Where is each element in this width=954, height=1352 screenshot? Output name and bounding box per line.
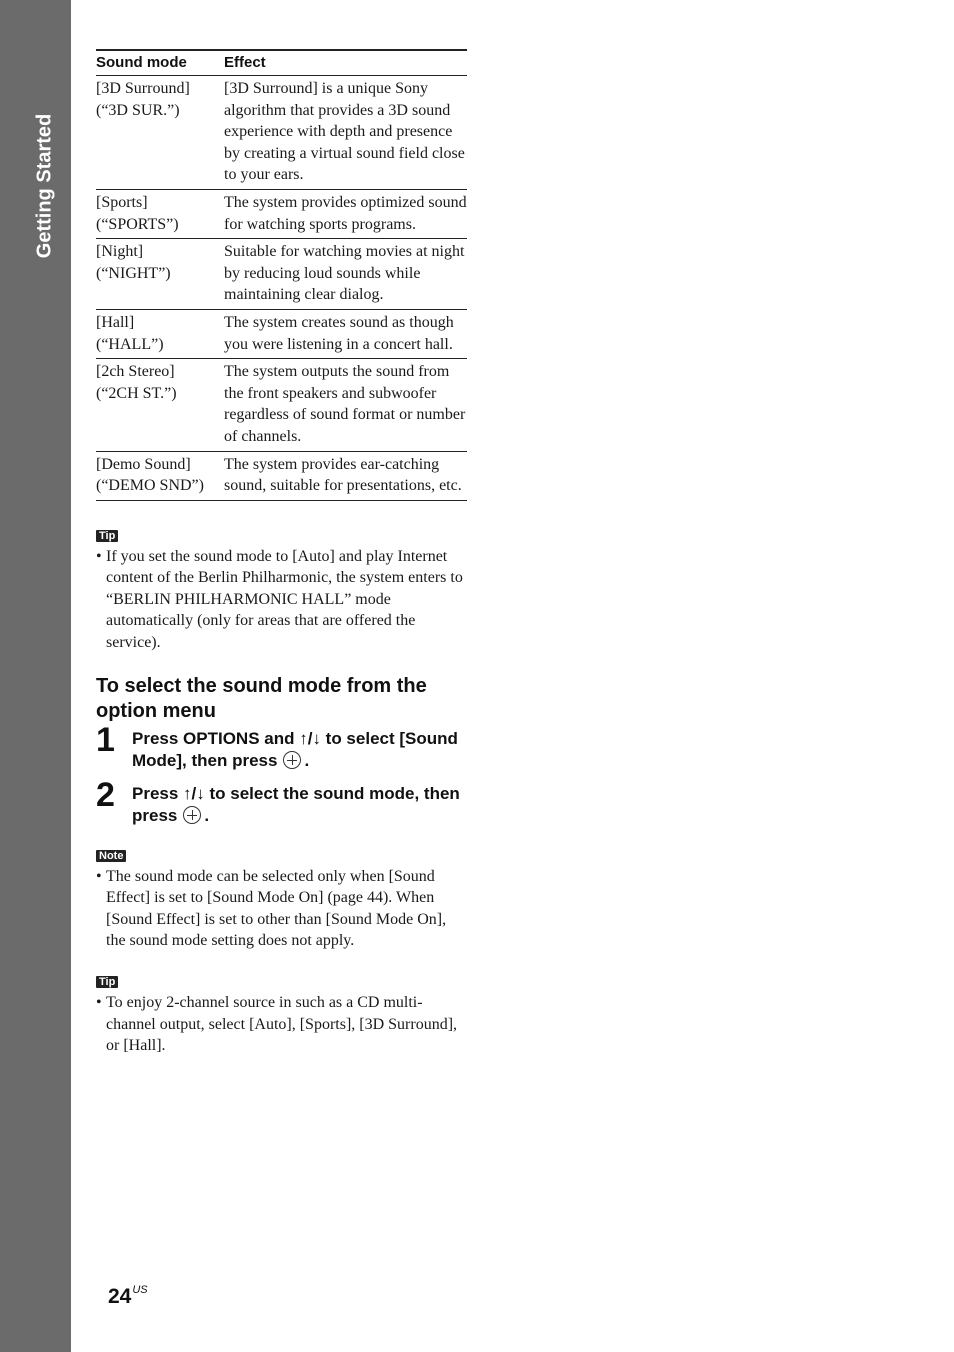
- mode-cell: [96, 189, 224, 238]
- tip-item: [96, 546, 467, 654]
- tip-item: [96, 992, 467, 1057]
- mode-name: [Sports]: [96, 193, 148, 211]
- step-period: .: [304, 751, 310, 771]
- step-number: 2: [96, 775, 115, 814]
- header-effect: Effect: [224, 50, 467, 76]
- table-row: [96, 451, 467, 500]
- mode-name: [Demo Sound]: [96, 455, 191, 473]
- step-text: [132, 783, 467, 828]
- mode-cell: [96, 239, 224, 310]
- side-tab: [0, 0, 71, 1352]
- mode-abbr: (“NIGHT”): [96, 264, 171, 282]
- mode-cell: [96, 76, 224, 190]
- note-block: [96, 846, 467, 952]
- effect-cell: [3D Surround] is a unique Sony algorithm that provides a 3D sound experience with depth and presence by creating a virtual sound field close to your ears.: [224, 76, 467, 190]
- header-sound-mode: Sound mode: [96, 50, 224, 76]
- tip-text: If you set the sound mode to [Auto] and play Internet content of the Berlin Philharmonic, the system enters to “BERLIN PHILHARMONIC HALL” mode automatically (only for areas that are offered the service).: [106, 547, 463, 652]
- note-text: The sound mode can be selected only when [Sound Effect] is set to [Sound Mode On] (page 44). When [Sound Effect] is set to other than [Sound Mode On], the sound mode setting does not apply.: [106, 867, 447, 950]
- page-content: [96, 49, 467, 1057]
- sound-mode-table: [96, 49, 467, 501]
- section-title: To select the sound mode from the option menu: [96, 674, 427, 722]
- mode-abbr: (“HALL”): [96, 335, 164, 353]
- enter-button-icon: [283, 751, 301, 769]
- step-1: [96, 720, 467, 773]
- table-row: [96, 359, 467, 451]
- side-tab-label: Getting Started: [33, 113, 56, 259]
- bullet-icon: •: [96, 867, 102, 885]
- effect-cell: The system outputs the sound from the front speakers and subwoofer regardless of sound format or number of channels.: [224, 359, 467, 451]
- tip-badge: Tip: [96, 530, 118, 542]
- tip-text: To enjoy 2-channel source in such as a CD multi-channel output, select [Auto], [Sports], [3D Surround], or [Hall].: [106, 994, 458, 1055]
- effect-cell: The system creates sound as though you were listening in a concert hall.: [224, 309, 467, 358]
- effect-cell: The system provides optimized sound for watching sports programs.: [224, 189, 467, 238]
- mode-name: [Hall]: [96, 313, 135, 331]
- mode-abbr: (“SPORTS”): [96, 215, 179, 233]
- mode-cell: [96, 359, 224, 451]
- mode-cell: [96, 309, 224, 358]
- tip-badge: Tip: [96, 976, 118, 988]
- step-instruction: Press ↑/↓ to select the sound mode, then press: [132, 783, 460, 826]
- step-2: [96, 775, 467, 828]
- mode-cell: [96, 451, 224, 500]
- table-row: [96, 76, 467, 190]
- mode-abbr: (“3D SUR.”): [96, 101, 180, 119]
- page-number-suffix: US: [132, 1284, 148, 1296]
- enter-button-icon: [183, 806, 201, 824]
- page-number: [108, 1284, 148, 1309]
- step-instruction: Press OPTIONS and ↑/↓ to select [Sound Mode], then press: [132, 728, 458, 771]
- bullet-icon: •: [96, 994, 102, 1012]
- table-row: [96, 239, 467, 310]
- mode-abbr: (“DEMO SND”): [96, 477, 204, 495]
- step-period: .: [204, 806, 210, 826]
- note-item: [96, 866, 467, 952]
- step-text: [132, 728, 467, 773]
- effect-cell: Suitable for watching movies at night by reducing loud sounds while maintaining clear dialog.: [224, 239, 467, 310]
- step-number: 1: [96, 720, 115, 759]
- bullet-icon: •: [96, 547, 102, 565]
- mode-name: [2ch Stereo]: [96, 363, 175, 381]
- table-header-row: [96, 50, 467, 76]
- tip-block: [96, 972, 467, 1057]
- tip-block: [96, 526, 467, 654]
- mode-name: [3D Surround]: [96, 80, 190, 97]
- mode-name: [Night]: [96, 243, 144, 261]
- mode-abbr: (“2CH ST.”): [96, 384, 177, 402]
- page-number-value: 24: [108, 1285, 132, 1308]
- table-row: [96, 189, 467, 238]
- effect-cell: The system provides ear-catching sound, suitable for presentations, etc.: [224, 455, 462, 495]
- table-row: [96, 309, 467, 358]
- note-badge: Note: [96, 850, 126, 862]
